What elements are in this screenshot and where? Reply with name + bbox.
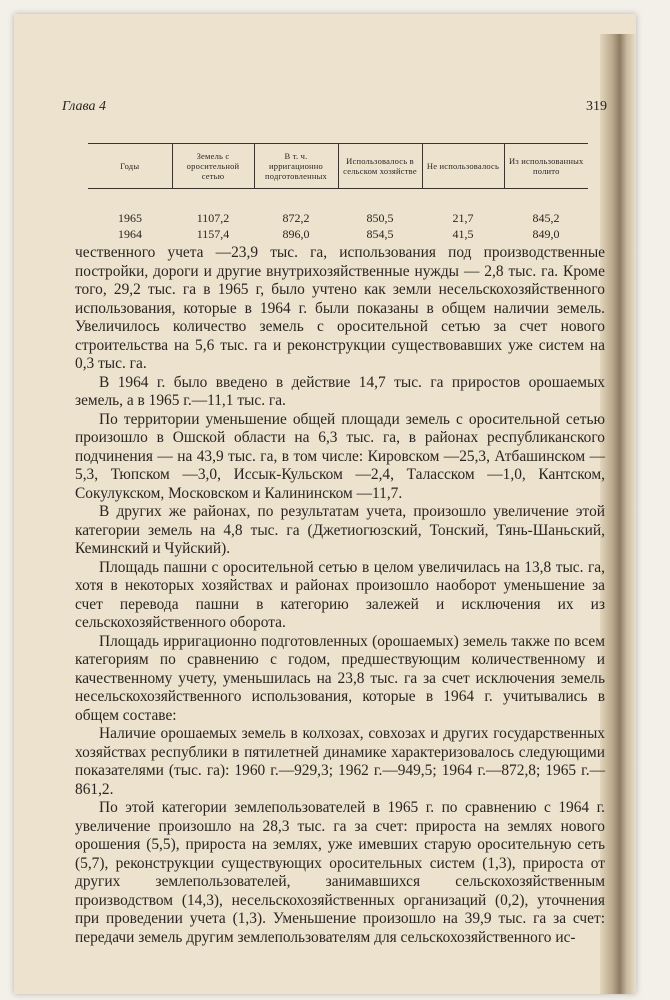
chapter-header: Глава 4 xyxy=(62,99,106,114)
body-text xyxy=(75,244,605,947)
table-cell: 849,0 xyxy=(532,226,560,241)
table-cell: 854,5 xyxy=(366,226,394,241)
table-cell: 1107,2 xyxy=(196,210,230,225)
paragraph: В других же районах, по результатам учета, произошло увеличение этой категории земель на 4,8 тыс. га (Джетиогюзский, Тонский, Тянь-Шаньский, Кеминский и Чуйский). xyxy=(75,503,605,557)
table-cell: 1157,4 xyxy=(196,226,230,241)
table-cell: 1965 xyxy=(118,210,142,225)
table-cell: 21,7 xyxy=(452,210,474,225)
table-cell: 845,2 xyxy=(532,210,560,225)
paragraph: По территории уменьшение общей площади земель с оросительной сетью произошло в Ошской области на 6,3 тыс. га, в районах республиканского подчинения — на 43,9 тыс. га, в том числе: Кировском —25,3, Атбашинском —5,3, Тюпском —3,0, Иссык-Кульском —2,4, Таласском —1,0, Кантском, Сокулукском, Московском и Калининском —11,7. xyxy=(75,410,605,502)
page-number: 319 xyxy=(586,99,607,114)
table-cell: 872,2 xyxy=(282,210,310,225)
paragraph: Наличие орошаемых земель в колхозах, совхозах и других государственных хозяйствах республики в пятилетней динамике характеризовалось следующими показателями (тыс. га): 1960 г.—929,3; 1962 г.—949,5; 1964 г.—872,8; 1965 г.—861,2. xyxy=(75,725,605,798)
paragraph: Площадь ирригационно подготовленных (орошаемых) земель также по всем категориям по сравнению с годом, предшествующим количественному и качественному учету, уменьшилась на 23,8 тыс. га за счет исключения земель несельскохозяйственного использования, которые в 1964 г. учитывались в общем составе: xyxy=(75,632,605,724)
table-cell: 1964 xyxy=(118,226,142,241)
paragraph: В 1964 г. было введено в действие 14,7 тыс. га приростов орошаемых земель, а в 1965 г.—11,1 тыс. га. xyxy=(75,373,605,409)
column-header: Годы xyxy=(88,144,172,189)
column-header: Использовалось в сельском хозяйстве xyxy=(338,144,422,189)
paragraph: По этой категории землепользователей в 1965 г. по сравнению с 1964 г. увеличение произошло на 28,3 тыс. га за счет: прироста на землях нового орошения (5,5), прироста на землях, уже имевших старую оросительную сеть (5,7), реконструкции существующих оросительных систем (1,3), прироста от других землепользователей, занимавшихся сельскохозяйственным производством (14,3), несельскохозяйственных организаций (0,2), уточнения при проведении учета (1,3). Уменьшение произошло на 39,9 тыс. га за счет: передачи земель другим землепользователям для сельскохозяйственного ис- xyxy=(75,799,605,946)
table-cell: 896,0 xyxy=(282,226,310,241)
table-row xyxy=(88,189,588,227)
paragraph: чественного учета —23,9 тыс. га, использования под производственные постройки, дороги и другие внутрихозяйственные нужды — 2,8 тыс. га. Кроме того, 29,2 тыс. га в 1965 г, было учтено как земли несельскохозяйственного использования, которые в 1964 г. были показаны в общем наличии земель. Увеличилось количество земель с оросительной сетью за счет нового строительства на 5,6 тыс. га и реконструкции существовавших уже систем на 0,3 тыс. га. xyxy=(75,244,605,372)
table-row xyxy=(88,226,588,242)
book-spine xyxy=(600,34,636,994)
column-header: Из использованных полито xyxy=(504,144,588,189)
table-cell: 41,5 xyxy=(452,226,474,241)
table-header-row xyxy=(88,144,588,189)
table-cell: 850,5 xyxy=(366,210,394,225)
statistics-table xyxy=(88,143,588,242)
column-header: Земель с оросительной сетью xyxy=(172,144,254,189)
column-header: В т. ч. ирригационно подготовленных xyxy=(254,144,338,189)
column-header: Не использовалось xyxy=(422,144,504,189)
paragraph: Площадь пашни с оросительной сетью в целом увеличилась на 13,8 тыс. га, хотя в некоторых хозяйствах и районах произошло наоборот уменьшение за счет перевода пашни в категорию залежей и исключения их из сельскохозяйственного оборота. xyxy=(75,558,605,631)
